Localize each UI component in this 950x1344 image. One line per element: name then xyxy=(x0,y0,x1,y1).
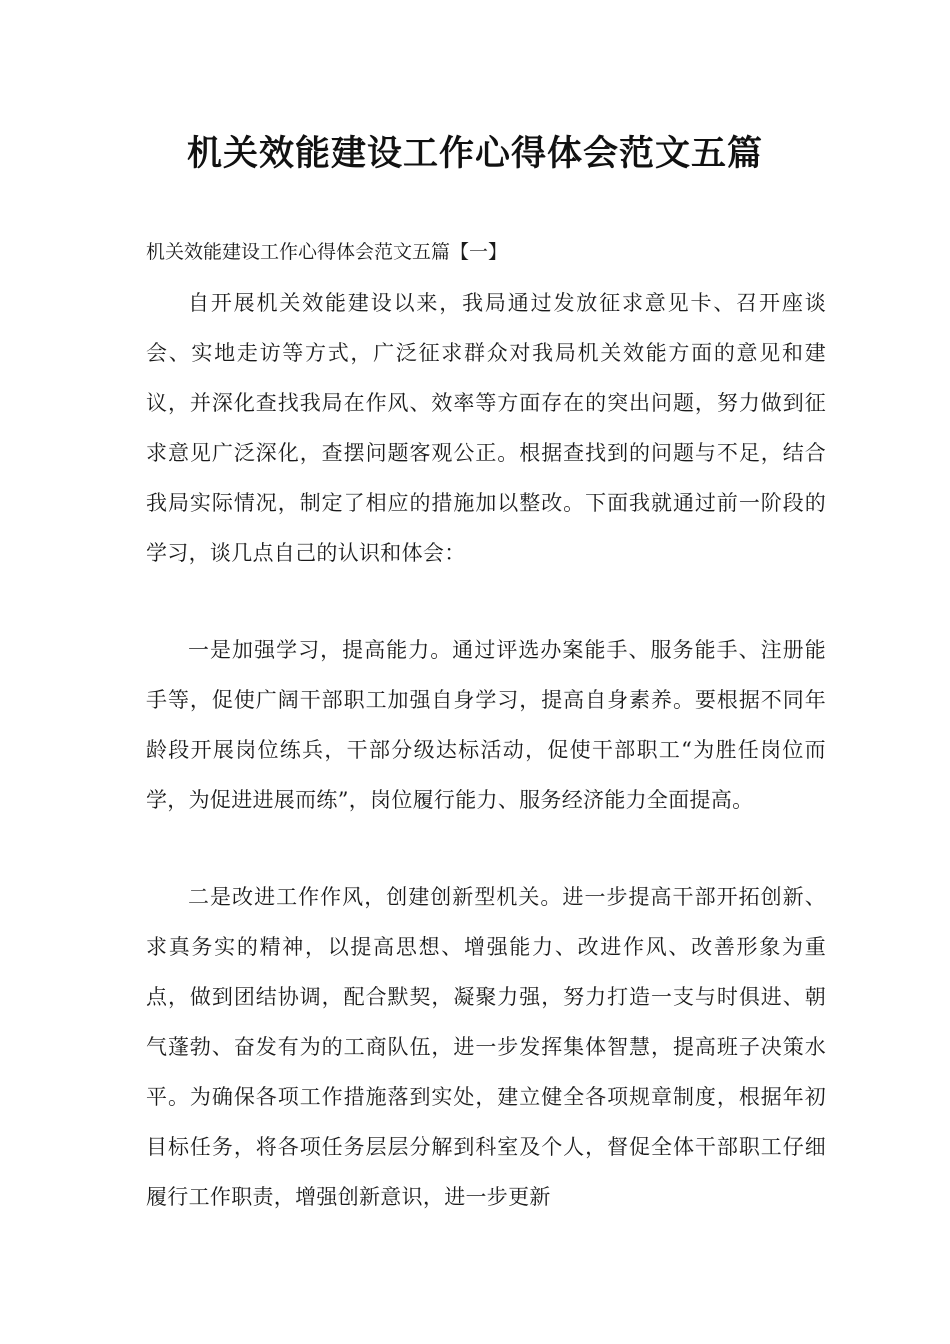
section-heading: 机关效能建设工作心得体会范文五篇【一】 xyxy=(146,241,508,263)
document-title: 机关效能建设工作心得体会范文五篇 xyxy=(186,134,763,174)
paragraph-1: 自开展机关效能建设以来，我局通过发放征求意见卡、召开座谈会、实地走访等方式，广泛征求群众对我局机关效能方面的意见和建议，并深化查找我局在作风、效率等方面存在的突出问题，努力做到征求意见广泛深化，查摆问题客观公正。根据查找到的问题与不足，结合我局实际情况，制定了相应的措施加以整改。下面我就通过前一阶段的学习，谈几点自己的认识和体会： xyxy=(146,291,826,565)
paragraph-2: 一是加强学习，提高能力。通过评选办案能手、服务能手、注册能手等，促使广阔干部职工加强自身学习，提高自身素养。要根据不同年龄段开展岗位练兵，干部分级达标活动，促使干部职工“为胜任岗位而学，为促进进展而练”，岗位履行能力、服务经济能力全面提高。 xyxy=(146,638,826,812)
paragraph-3: 二是改进工作作风，创建创新型机关。进一步提高干部开拓创新、求真务实的精神，以提高思想、增强能力、改进作风、改善形象为重点，做到团结协调，配合默契，凝聚力强，努力打造一支与时俱进、朝气蓬勃、奋发有为的工商队伍，进一步发挥集体智慧，提高班子决策水平。为确保各项工作措施落到实处，建立健全各项规章制度，根据年初目标任务，将各项任务层层分解到科室及个人，督促全体干部职工仔细履行工作职责，增强创新意识，进一步更新 xyxy=(146,885,826,1209)
